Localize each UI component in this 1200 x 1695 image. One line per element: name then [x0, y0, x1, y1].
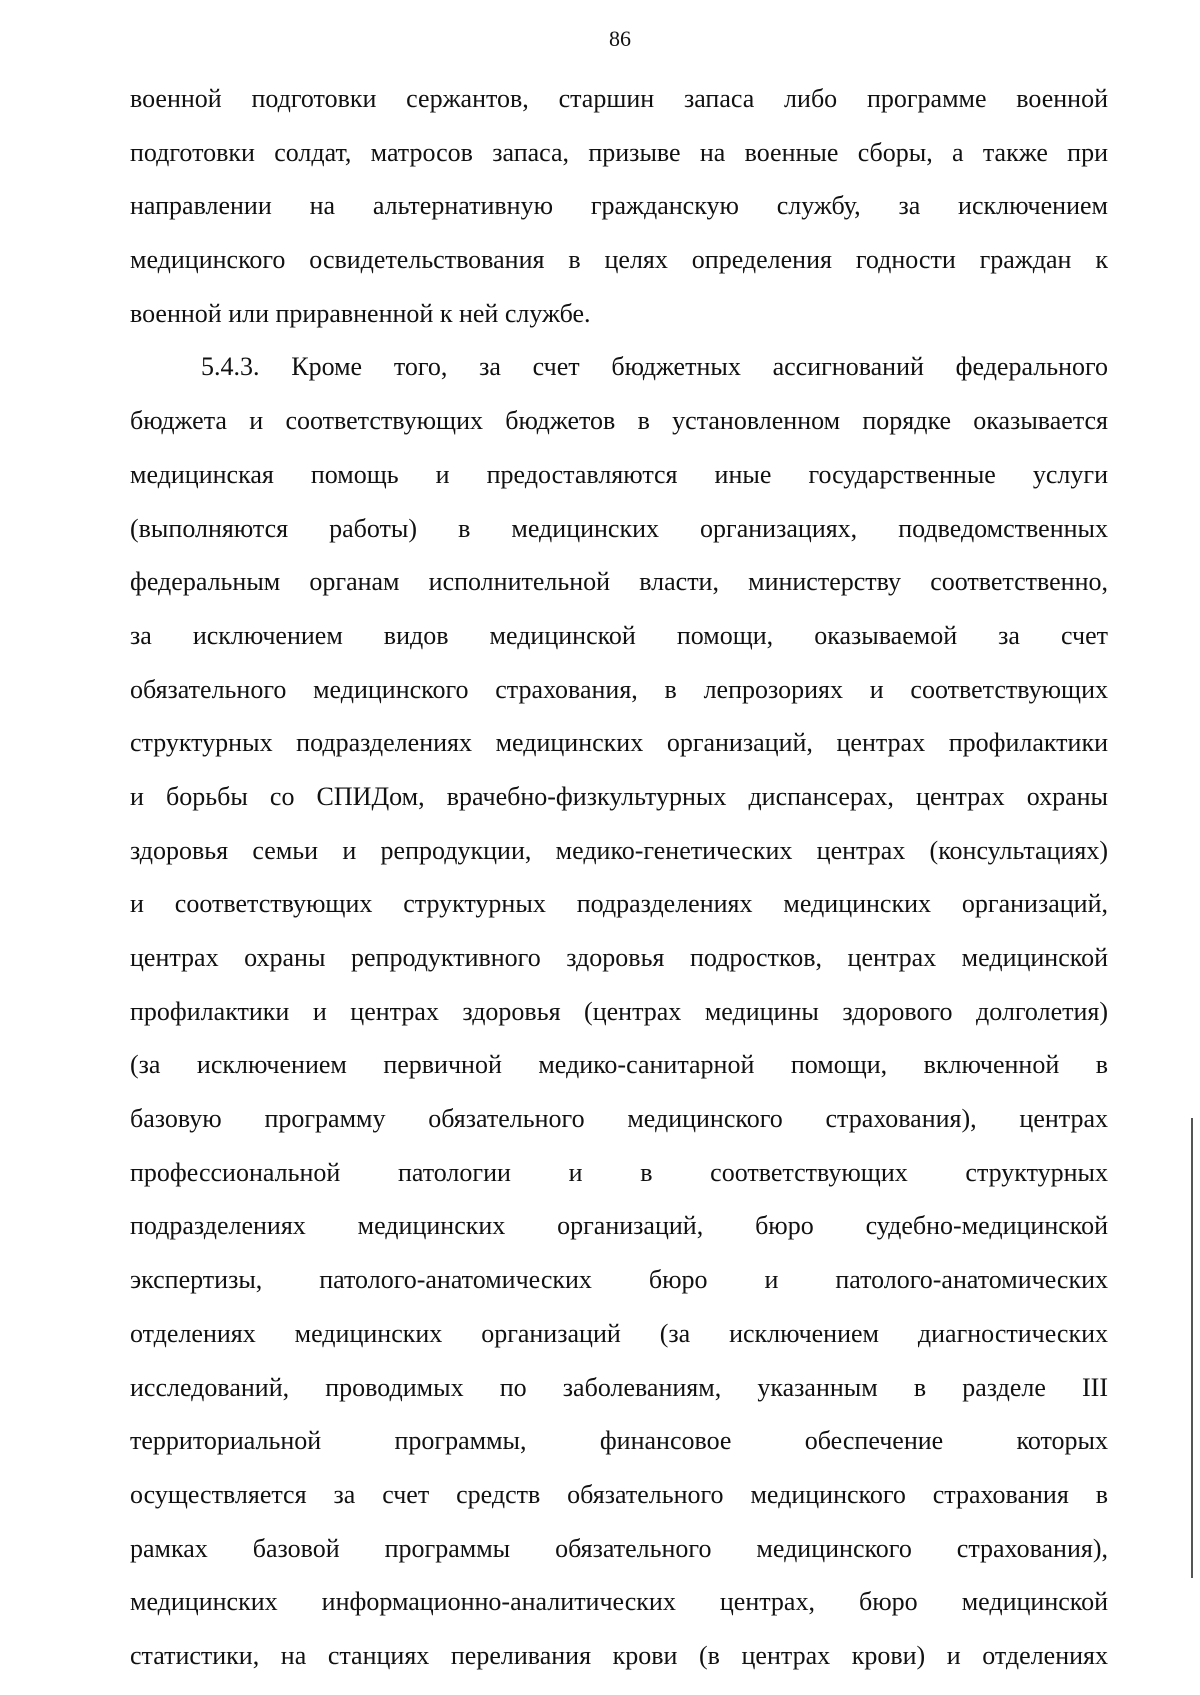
page-number: 86 [609, 26, 631, 51]
text-line: и борьбы со СПИДом, врачебно-физкультурных диспансерах, центрах охраны [130, 781, 1108, 811]
text-line: исследований, проводимых по заболеваниям, указанным в разделе III [130, 1372, 1108, 1402]
text-line: центрах охраны репродуктивного здоровья подростков, центрах медицинской [130, 943, 1108, 972]
text-line: обязательного медицинского страхования, в лепрозориях и соответствующих [130, 674, 1108, 704]
text-line: военной подготовки сержантов, старшин запаса либо программе военной [130, 84, 1108, 113]
scan-edge-line [1191, 1118, 1193, 1578]
text-line: здоровья семьи и репродукции, медико-генетических центрах (консультациях) [130, 835, 1108, 865]
text-line: структурных подразделениях медицинских организаций, центрах профилактики [130, 728, 1108, 758]
text-line: медицинских информационно-аналитических центрах, бюро медицинской [130, 1587, 1108, 1617]
text-line: федеральным органам исполнительной власти, министерству соответственно, [130, 567, 1108, 597]
text-line: территориальной программы, финансовое обеспечение которых [130, 1426, 1108, 1456]
text-line: отделениях медицинских организаций (за исключением диагностических [130, 1318, 1108, 1348]
text-line: (выполняются работы) в медицинских организациях, подведомственных [130, 513, 1108, 543]
text-line: (за исключением первичной медико-санитарной помощи, включенной в [130, 1050, 1108, 1080]
text-line: подготовки солдат, матросов запаса, призыве на военные сборы, а также при [130, 137, 1108, 167]
text-line: медицинская помощь и предоставляются иные государственные услуги [130, 459, 1108, 489]
text-line: бюджета и соответствующих бюджетов в установленном порядке оказывается [130, 406, 1108, 436]
text-line: профилактики и центрах здоровья (центрах медицины здорового долголетия) [130, 996, 1108, 1026]
text-line: базовую программу обязательного медицинского страхования), центрах [130, 1104, 1108, 1134]
text-line: направлении на альтернативную гражданскую службу, за исключением [130, 191, 1108, 221]
text-line: военной или приравненной к ней службе. [130, 298, 591, 328]
text-line: и соответствующих структурных подразделениях медицинских организаций, [130, 889, 1108, 919]
text-line: медицинского освидетельствования в целях определения годности граждан к [130, 245, 1108, 275]
text-line: статистики, на станциях переливания крови (в центрах крови) и отделениях [130, 1640, 1108, 1670]
text-line: профессиональной патологии и в соответствующих структурных [130, 1157, 1108, 1187]
body-text [130, 72, 1108, 1683]
text-line: экспертизы, патолого-анатомических бюро и патолого-анатомических [130, 1265, 1108, 1295]
text-line: за исключением видов медицинской помощи, оказываемой за счет [130, 620, 1108, 650]
text-line: рамках базовой программы обязательного медицинского страхования), [130, 1533, 1108, 1563]
text-line: подразделениях медицинских организаций, бюро судебно-медицинской [130, 1211, 1108, 1241]
paragraph-start-line: 5.4.3. Кроме того, за счет бюджетных ассигнований федерального [201, 352, 1108, 382]
text-line: осуществляется за счет средств обязательного медицинского страхования в [130, 1479, 1108, 1509]
